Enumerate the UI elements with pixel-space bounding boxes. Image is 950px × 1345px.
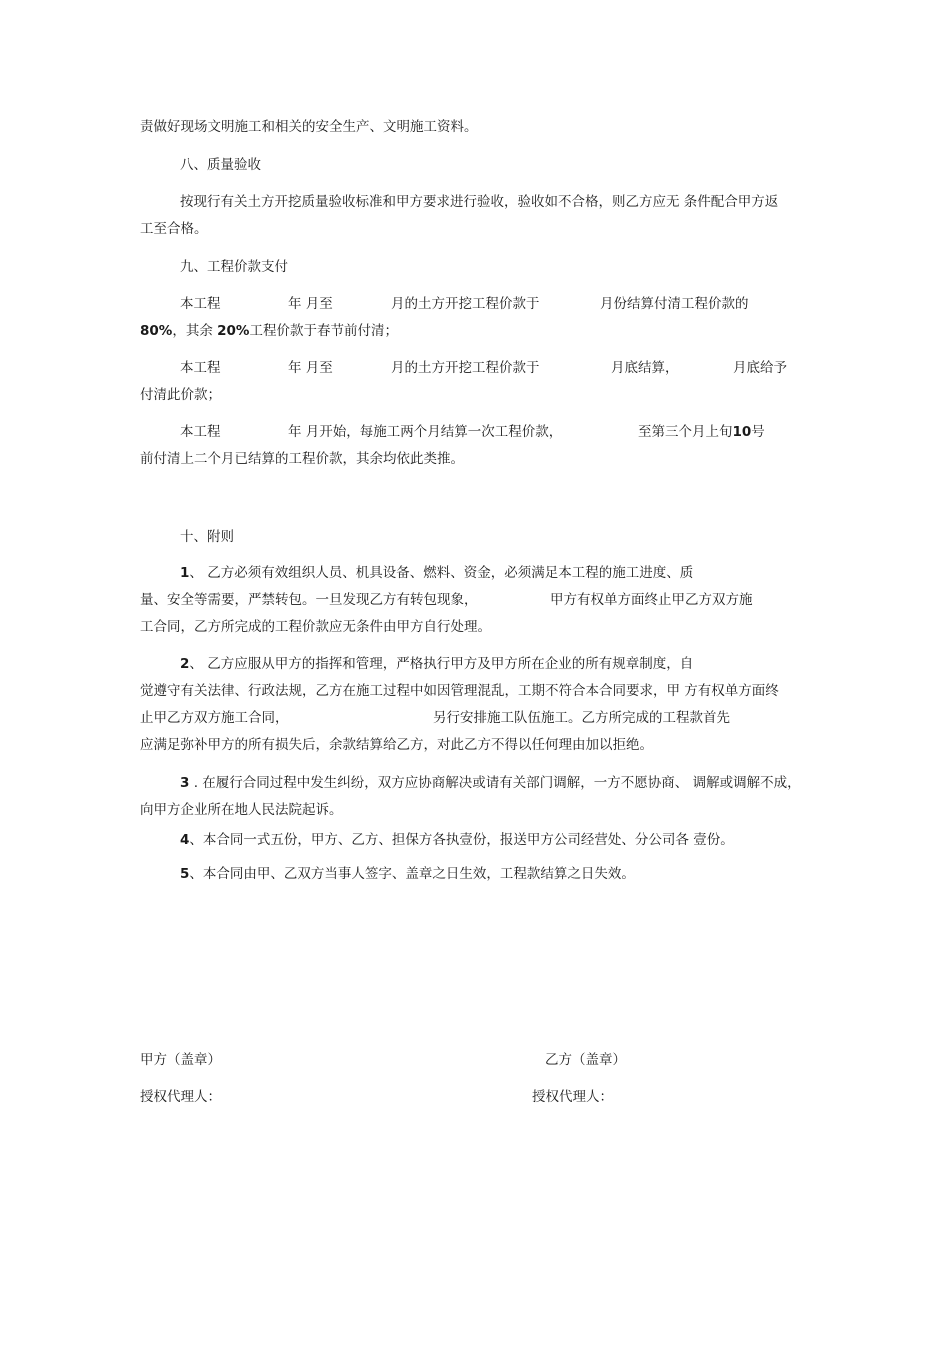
payment-2-e: 月底给予: [733, 360, 787, 376]
clause-2-line-1: 2、 乙方应服从甲方的指挥和管理，严格执行甲方及甲方所在企业的所有规章制度，自: [180, 656, 694, 672]
party-a-seal-label: 甲方（盖章）: [140, 1052, 221, 1068]
payment-2-line-2: 付清此价款；: [140, 387, 221, 403]
clause-1-line-3: 工合同，乙方所完成的工程价款应无条件由甲方自行处理。: [140, 619, 491, 635]
party-b-seal-label: 乙方（盖章）: [545, 1052, 626, 1068]
clause-4-line-1: 4、本合同一式五份，甲方、乙方、担保方各执壹份，报送甲方公司经营处、分公司各 壹份。: [180, 832, 734, 848]
payment-1-b: 年 月至: [288, 296, 333, 312]
clause-2-line-3a: 止甲乙方双方施工合同，: [140, 710, 289, 726]
clause-1-line-2a: 量、安全等需要，严禁转包。一旦发现乙方有转包现象，: [140, 592, 478, 608]
payment-2-b: 年 月至: [288, 360, 333, 376]
payment-3-a: 本工程: [180, 424, 221, 440]
payment-1-c: 月的土方开挖工程价款于: [391, 296, 540, 312]
clause-1-line-1: 1、 乙方必须有效组织人员、机具设备、燃料、资金，必须满足本工程的施工进度、质: [180, 565, 694, 581]
clause-2-line-3b: 另行安排施工队伍施工。乙方所完成的工程款首先: [433, 710, 730, 726]
payment-1-d: 月份结算付清工程价款的: [600, 296, 749, 312]
section-10-heading: 十、附则: [180, 529, 234, 545]
section-8-line-1: 按现行有关土方开挖质量验收标准和甲方要求进行验收，验收如不合格，则乙方应无 条件配合甲方返: [180, 194, 779, 210]
percent-80: 80%: [140, 323, 173, 339]
percent-20: 20%: [217, 323, 250, 339]
payment-3-b: 年 月开始，每施工两个月结算一次工程价款，: [288, 424, 563, 440]
clause-5-line-1: 5、本合同由甲、乙双方当事人签字、盖章之日生效，工程款结算之日失效。: [180, 866, 635, 882]
clause-3-line-2: 向甲方企业所在地人民法院起诉。: [140, 802, 343, 818]
party-b-agent-label: 授权代理人：: [532, 1089, 613, 1105]
payment-1-line-2: 80%，其余 20%工程价款于春节前付清；: [140, 323, 398, 339]
section-8-line-2: 工至合格。: [140, 221, 208, 237]
payment-2-c: 月的土方开挖工程价款于: [391, 360, 540, 376]
payment-2-d: 月底结算，: [611, 360, 679, 376]
payment-2-a: 本工程: [180, 360, 221, 376]
payment-3-c: 至第三个月上旬10号: [638, 424, 765, 440]
clause-2-line-4: 应满足弥补甲方的所有损失后，余款结算给乙方，对此乙方不得以任何理由加以拒绝。: [140, 737, 653, 753]
payment-1-a: 本工程: [180, 296, 221, 312]
clause-3-line-1: 3 . 在履行合同过程中发生纠纷，双方应协商解决或请有关部门调解，一方不愿协商、 调解或调解不成，: [180, 775, 801, 791]
section-7-tail: 责做好现场文明施工和相关的安全生产、文明施工资料。: [140, 119, 478, 135]
payment-3-line-2: 前付清上二个月已结算的工程价款，其余均依此类推。: [140, 451, 464, 467]
clause-2-line-2: 觉遵守有关法律、行政法规，乙方在施工过程中如因管理混乱，工期不符合本合同要求，甲 方有权单方面终: [140, 683, 779, 699]
section-8-heading: 八、质量验收: [180, 157, 261, 173]
party-a-agent-label: 授权代理人：: [140, 1089, 221, 1105]
clause-1-line-2b: 甲方有权单方面终止甲乙方双方施: [550, 592, 753, 608]
section-9-heading: 九、工程价款支付: [180, 259, 288, 275]
